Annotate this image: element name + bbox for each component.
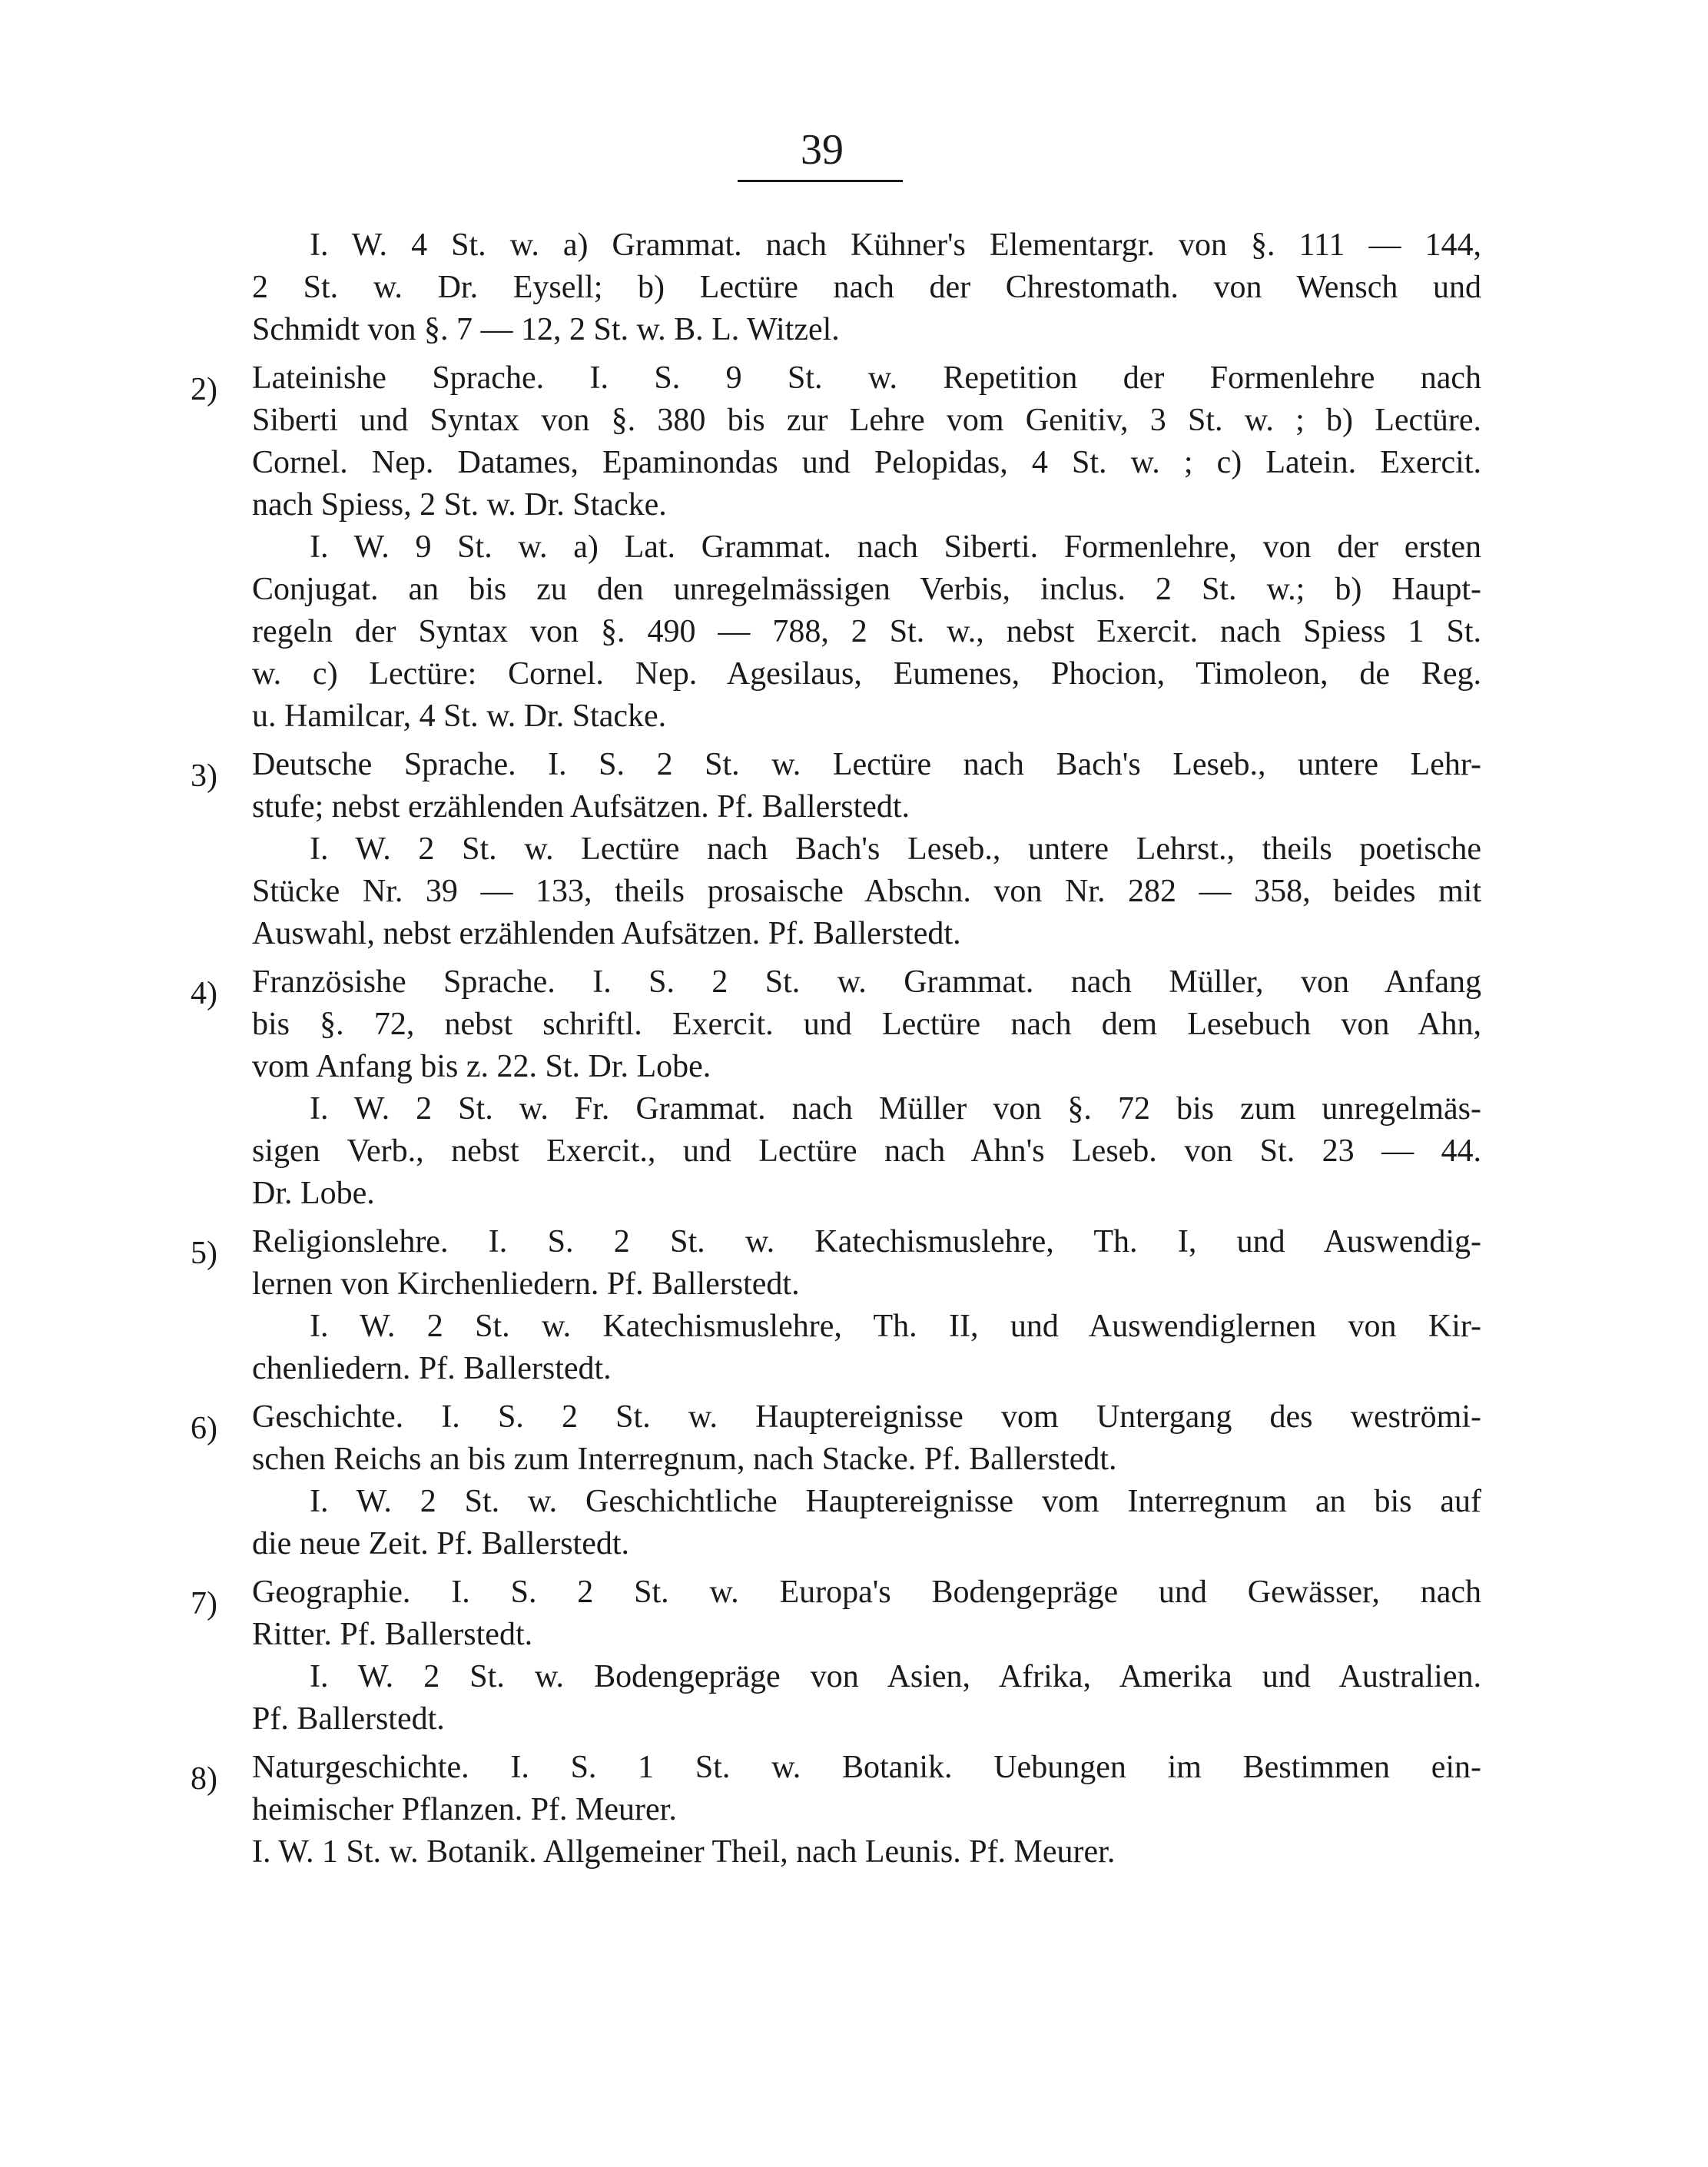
text-line	[191, 224, 1481, 267]
text-line	[191, 653, 1481, 695]
line-text: Dr. Lobe.	[252, 1176, 375, 1211]
line-text: I. W. 2 St. w. Geschichtliche Hauptereignisse vom Interregnum an bis auf	[310, 1484, 1481, 1519]
text-line	[191, 1130, 1481, 1173]
line-text: I. W. 2 St. w. Katechismuslehre, Th. II, und Auswendiglernen von Kir-	[310, 1309, 1481, 1344]
page-number-rule	[738, 180, 903, 182]
section-number: 8)	[191, 1761, 217, 1797]
line-text: I. W. 2 St. w. Bodengepräge von Asien, Afrika, Amerika und Australien.	[310, 1659, 1481, 1694]
text-line	[191, 1306, 1481, 1348]
line-text: Pf. Ballerstedt.	[252, 1701, 445, 1737]
page-number: 39	[801, 126, 844, 174]
line-text: Stücke Nr. 39 — 133, theils prosaische Abschn. von Nr. 282 — 358, beides mit	[252, 874, 1481, 909]
line-text: vom Anfang bis z. 22. St. Dr. Lobe.	[252, 1049, 711, 1084]
text-line	[191, 961, 1481, 1011]
line-text: I. W. 1 St. w. Botanik. Allgemeiner Theil, nach Leunis. Pf. Meurer.	[252, 1834, 1116, 1870]
text-line	[191, 744, 1481, 794]
text-line	[191, 1523, 1481, 1565]
text-line	[191, 484, 1481, 526]
line-text: regeln der Syntax von §. 490 — 788, 2 St. w., nebst Exercit. nach Spiess 1 St.	[252, 614, 1481, 649]
line-text: heimischer Pflanzen. Pf. Meurer.	[252, 1792, 677, 1827]
text-line	[191, 1747, 1481, 1797]
line-text: Ritter. Pf. Ballerstedt.	[252, 1617, 533, 1652]
text-line	[191, 1698, 1481, 1741]
document-body	[191, 224, 1481, 1873]
text-line	[191, 1614, 1481, 1656]
line-text: I. W. 2 St. w. Lectüre nach Bach's Leseb., untere Lehrst., theils poetische	[310, 831, 1481, 867]
text-line	[191, 1656, 1481, 1698]
line-text: Lateinishe Sprache. I. S. 9 St. w. Repetition der Formenlehre nach	[252, 360, 1481, 396]
text-line	[191, 400, 1481, 442]
text-line	[191, 1348, 1481, 1390]
line-text: I. W. 2 St. w. Fr. Grammat. nach Müller von §. 72 bis zum unregelmäs-	[310, 1091, 1481, 1127]
line-text: schen Reichs an bis zum Interregnum, nach Stacke. Pf. Ballerstedt.	[252, 1442, 1117, 1477]
section-number: 6)	[191, 1411, 217, 1446]
line-text: Geschichte. I. S. 2 St. w. Hauptereignisse vom Untergang des weströmi-	[252, 1399, 1481, 1435]
line-text: Geographie. I. S. 2 St. w. Europa's Bodengepräge und Gewässer, nach	[252, 1575, 1481, 1610]
text-line	[191, 1263, 1481, 1306]
text-line	[191, 526, 1481, 569]
line-text: I. W. 4 St. w. a) Grammat. nach Kühner's Elementargr. von §. 111 — 144,	[310, 227, 1481, 263]
line-text: nach Spiess, 2 St. w. Dr. Stacke.	[252, 487, 667, 523]
text-line	[191, 1789, 1481, 1831]
text-line	[191, 1439, 1481, 1481]
line-text: bis §. 72, nebst schriftl. Exercit. und Lectüre nach dem Lesebuch von Ahn,	[252, 1007, 1481, 1042]
text-line	[191, 786, 1481, 828]
section-number: 2)	[191, 372, 217, 407]
text-line	[191, 1173, 1481, 1215]
line-text: Schmidt von §. 7 — 12, 2 St. w. B. L. Witzel.	[252, 312, 840, 347]
text-line	[191, 1396, 1481, 1446]
text-line	[191, 1046, 1481, 1088]
text-line	[191, 871, 1481, 913]
text-line	[191, 1481, 1481, 1523]
line-text: Cornel. Nep. Datames, Epaminondas und Pelopidas, 4 St. w. ; c) Latein. Exercit.	[252, 445, 1481, 480]
line-text: Naturgeschichte. I. S. 1 St. w. Botanik. Uebungen im Bestimmen ein-	[252, 1750, 1481, 1785]
text-line	[191, 611, 1481, 653]
text-line	[191, 442, 1481, 484]
line-text: Religionslehre. I. S. 2 St. w. Katechismuslehre, Th. I, und Auswendig-	[252, 1224, 1481, 1259]
line-text: 2 St. w. Dr. Eysell; b) Lectüre nach der Chrestomath. von Wensch und	[252, 270, 1481, 305]
line-text: u. Hamilcar, 4 St. w. Dr. Stacke.	[252, 699, 667, 734]
line-text: die neue Zeit. Pf. Ballerstedt.	[252, 1526, 630, 1561]
text-line	[191, 695, 1481, 738]
text-line	[191, 1221, 1481, 1271]
section-number: 7)	[191, 1586, 217, 1621]
line-text: Französishe Sprache. I. S. 2 St. w. Grammat. nach Müller, von Anfang	[252, 964, 1481, 1000]
line-text: Auswahl, nebst erzählenden Aufsätzen. Pf. Ballerstedt.	[252, 916, 961, 951]
text-line	[191, 828, 1481, 871]
line-text: Conjugat. an bis zu den unregelmässigen Verbis, inclus. 2 St. w.; b) Haupt-	[252, 572, 1481, 607]
text-line	[191, 309, 1481, 351]
text-line	[191, 267, 1481, 309]
line-text: I. W. 9 St. w. a) Lat. Grammat. nach Siberti. Formenlehre, von der ersten	[310, 529, 1481, 565]
section-number: 5)	[191, 1236, 217, 1271]
line-text: Siberti und Syntax von §. 380 bis zur Lehre vom Genitiv, 3 St. w. ; b) Lectüre.	[252, 403, 1481, 438]
line-text: w. c) Lectüre: Cornel. Nep. Agesilaus, Eumenes, Phocion, Timoleon, de Reg.	[252, 656, 1481, 692]
section-number: 3)	[191, 758, 217, 794]
line-text: Deutsche Sprache. I. S. 2 St. w. Lectüre nach Bach's Leseb., untere Lehr-	[252, 747, 1481, 782]
text-line	[191, 357, 1481, 407]
line-text: chenliedern. Pf. Ballerstedt.	[252, 1351, 612, 1386]
line-text: sigen Verb., nebst Exercit., und Lectüre nach Ahn's Leseb. von St. 23 — 44.	[252, 1133, 1481, 1169]
text-line	[191, 569, 1481, 611]
text-line	[191, 1088, 1481, 1130]
section-number: 4)	[191, 976, 217, 1011]
text-line	[191, 1831, 1481, 1873]
text-line	[191, 1571, 1481, 1621]
text-line	[191, 913, 1481, 955]
line-text: stufe; nebst erzählenden Aufsätzen. Pf. Ballerstedt.	[252, 789, 910, 825]
text-line	[191, 1004, 1481, 1046]
line-text: lernen von Kirchenliedern. Pf. Ballerstedt.	[252, 1266, 800, 1302]
